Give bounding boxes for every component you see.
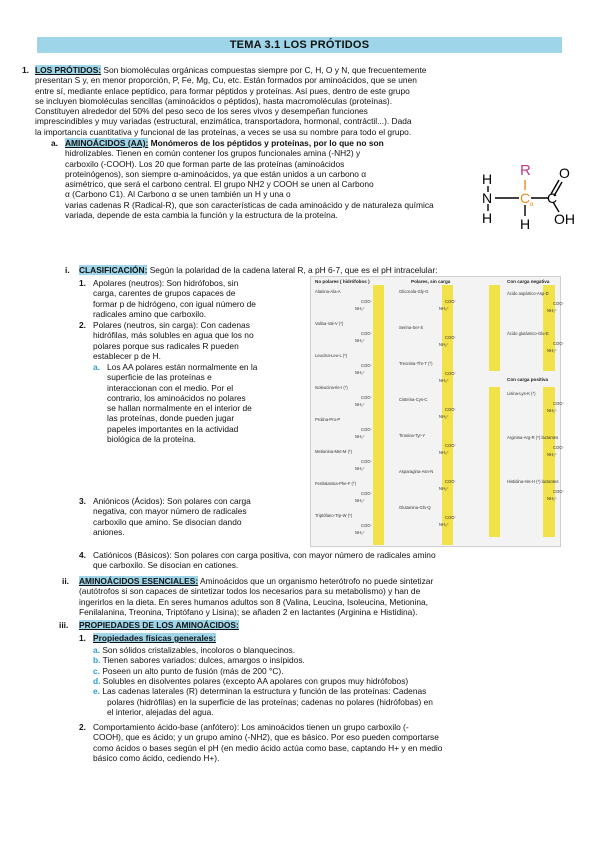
propiedades-heading	[79, 620, 561, 630]
aa-amine-label: NH₃⁺	[547, 452, 557, 457]
aa-table-entry: Triptófano-Trp-W (*)	[315, 513, 353, 518]
acidobase-paragraph: Comportamiento ácido-base (anfótero): Los aminoácidos tienen un grupo carboxilo (- COOH), que es ácido; y un grupo amino (-NH2), que es básico. Por eso pueden comportarse como ácidos o bases según el pH (en medio ácido actúa como base, captando H+ y en medio básico como ácido, cediendo H+).	[93, 722, 443, 763]
mol-c2: C	[547, 190, 558, 206]
esenciales-paragraph: AMINOÁCIDOS ESENCIALES: Aminoácidos que un organismo heterótrofo no puede sintetizar (autótrofos si son capaces de sintetizar todos los necesarios para su metabolismo) y han de ingerirlos en la dieta. En seres humanos adultos son 8 (Valina, Leucina, Isoleucina, Metionina, Fenilalanina, Treonina, Triptófano y Lisina); se añaden 2 en lactantes (Arginina e Histidina).	[79, 576, 434, 617]
mol-oh: OH	[554, 211, 575, 227]
mol-n: N	[482, 190, 493, 206]
aa-table-entry: Metionina-Met-M (*)	[315, 449, 352, 454]
mol-h3: H	[520, 216, 531, 232]
aa-table-entry: Fenilalanina-Phe-F (*)	[315, 481, 356, 486]
aa-amine-label: NH₃⁺	[439, 414, 449, 419]
aa-amine-label: NH₃⁺	[439, 450, 449, 455]
aa-amine-label: NH₃⁺	[355, 498, 365, 503]
aa-table-entry: Valina-Val-V (*)	[315, 321, 344, 326]
aa-carboxyl-label: COO⁻	[553, 341, 565, 346]
mol-o: O	[559, 165, 570, 181]
cationicos-marker: 4.	[79, 550, 86, 560]
clasif-marker: i.	[65, 265, 70, 275]
aa-carboxyl-label: COO⁻	[553, 489, 565, 494]
aa-table-entry: Serina-Ser-S	[399, 325, 424, 330]
clasif-paragraph: CLASIFICACIÓN: Según la polaridad de la cadena lateral R, a pH 6-7, que es el pH intracelular:	[79, 265, 438, 275]
aa-table-entry: Lisina-Lys-K (*)	[507, 391, 536, 396]
aa-carboxyl-label: COO⁻	[553, 401, 565, 406]
aa-table-entry: Ácido aspártico-Asp-D	[507, 291, 549, 296]
fisicas-e-cont: polares (hidrófilas) en la superficie de las proteínas; cadenas no polares (hidrófobas) en el interior, alejadas del agua.	[107, 697, 433, 718]
mol-h1: H	[482, 171, 493, 187]
acidobase-marker: 2.	[79, 722, 86, 732]
fisicas-item: e. Las cadenas laterales (R) determinan la estructura y función de las proteínas: Cadenas	[93, 686, 427, 697]
aa-carboxyl-label: COO⁻	[361, 491, 373, 496]
fisicas-item: d. Solubles en disolventes polares (excepto AA apolares con grupos muy hidrófobos)	[93, 675, 409, 686]
aa-carboxyl-label: COO⁻	[361, 459, 373, 464]
anionicos-marker: 3.	[79, 496, 86, 506]
intro-label: LOS PRÓTIDOS:	[35, 65, 102, 75]
aa-amine-label: NH₃⁺	[547, 496, 557, 501]
aa-amine-label: NH₃⁺	[355, 370, 365, 375]
fisicas-list	[93, 633, 561, 643]
propiedades-marker: iii.	[59, 620, 69, 630]
intro-line: entre sí, mediante enlace peptídico, para formar péptidos y proteínas. Así pues, dentro de este grupo	[35, 85, 410, 96]
intro-line: la importancia cuantitativa y funcional de las proteínas, a veces se usa su nombre para todo el grupo.	[35, 126, 412, 137]
aa-amine-label: NH₃⁺	[439, 522, 449, 527]
fisicas-marker: 1.	[79, 633, 86, 643]
aa-line: hidrolizables. Tienen en común contener los grupos funcionales amina (-NH2) y	[65, 148, 361, 159]
aa-table-entry: Histidina-His-H (*) lactantes	[507, 479, 559, 484]
aa-carboxyl-label: COO⁻	[445, 479, 457, 484]
aa-table-entry: Arginina-Arg-R (*) lactantes	[507, 435, 559, 440]
aa-carboxyl-label: COO⁻	[445, 443, 457, 448]
aa-carboxyl-label: COO⁻	[361, 363, 373, 368]
mol-c-alpha: C	[520, 190, 531, 206]
aa-col-header: Con carga positiva	[507, 377, 549, 382]
aa-line: variada, depende de esta cambia la función y la estructura de la proteína.	[65, 210, 338, 221]
intro-line: presentan S y, en menor proporción, P, Fe, Mg, Cu, etc. Están formados por aminoácidos, que se unen	[35, 75, 417, 86]
apolares-marker: 1.	[79, 278, 86, 288]
anionicos-paragraph: Aniónicos (Ácidos): Son polares con carga negativa, con mayor número de radicales carboxilo que amino. Se disocian dando aniones.	[93, 496, 251, 537]
esenciales-marker: ii.	[62, 576, 69, 586]
aa-line: α (Carbono C1). Al Carbono α se unen también un H y una o	[65, 189, 291, 200]
aa-carboxyl-label: COO⁻	[361, 395, 373, 400]
propiedades-label: PROPIEDADES DE LOS AMINOÁCIDOS:	[79, 620, 239, 630]
aa-line: carboxilo (-COOH). Los 20 que forman parte de las proteínas (aminoácidos	[65, 158, 345, 169]
aa-table-entry: Isoleucina-Ile-I (*)	[315, 385, 348, 390]
aa-amine-label: NH₃⁺	[439, 486, 449, 491]
clasif-label: CLASIFICACIÓN:	[79, 265, 148, 275]
aa-carboxyl-label: COO⁻	[445, 335, 457, 340]
aa-table-entry: Leucina-Leu-L (*)	[315, 353, 348, 358]
aa-amine-label: NH₃⁺	[547, 408, 557, 413]
aa-line: asimétrico, que será el carbono central. El grupo NH2 y COOH se unen al Carbono	[65, 179, 374, 190]
aa-amine-label: NH₃⁺	[355, 434, 365, 439]
aa-amine-label: NH₃⁺	[439, 342, 449, 347]
intro-line: LOS PRÓTIDOS: Son biomoléculas orgánicas compuestas siempre por C, H, O y N, que frecuentemente	[35, 65, 427, 75]
aa-amine-label: NH₃⁺	[439, 306, 449, 311]
aa-carboxyl-label: COO⁻	[553, 301, 565, 306]
aa-amine-label: NH₃⁺	[547, 308, 557, 313]
aa-carboxyl-label: COO⁻	[445, 407, 457, 412]
aa-carboxyl-label: COO⁻	[361, 299, 373, 304]
aa-table-entry: Ácido glutámico-Glu-E	[507, 331, 549, 336]
polares-marker: 2.	[79, 320, 86, 330]
aa-carboxyl-label: COO⁻	[361, 523, 373, 528]
aa-amine-label: NH₃⁺	[547, 348, 557, 353]
aa-amine-label: NH₃⁺	[355, 466, 365, 471]
aa-col-header: Polares, sin carga	[411, 279, 451, 284]
aa-line: AMINOÁCIDOS (AA): Monómeros de los péptidos y proteínas, por lo que no son	[65, 138, 384, 148]
aa-line: proteinógenos), son siempre α-aminoácidos, ya que están unidos a un carbono α	[65, 168, 367, 179]
fisicas-item: c. Poseen un alto punto de fusión (más de 200 °C).	[93, 665, 284, 676]
aa-carboxyl-label: COO⁻	[445, 515, 457, 520]
aa-carboxyl-label: COO⁻	[445, 299, 457, 304]
polares-a-marker: a.	[93, 362, 100, 372]
mol-alpha: α	[530, 202, 534, 208]
intro-marker: 1.	[22, 65, 29, 75]
intro-line: imprescindibles y muy variadas (estructural, enzimática, transportadora, hormonal, contráctil...). Dada	[35, 116, 412, 127]
esenciales-label: AMINOÁCIDOS ESENCIALES:	[79, 576, 199, 586]
amino-acid-structure	[479, 160, 575, 236]
intro-line: Constituyen alrededor del 50% del peso seco de los seres vivos y desempeñan funciones	[35, 106, 368, 117]
aa-marker: a.	[51, 138, 58, 148]
apolares-paragraph: Apolares (neutros): Son hidrófobos, sin carga, carentes de grupos capaces de formar p de hidrógeno, con igual número de radicales amino que carboxilo.	[93, 278, 256, 319]
mol-r: R	[520, 162, 531, 179]
polares-a-paragraph: Los AA polares están normalmente en la superficie de las proteínas e interaccionan con el medio. Por el contrario, los aminoácidos no polares se hallan normalmente en el interior de las proteínas, donde pueden jugar papeles importantes en la actividad biológica de la proteína.	[107, 362, 258, 445]
aa-table-entry: Glutamina-Gln-Q	[399, 505, 431, 510]
aa-col-header: No polares ( hidrófobos )	[315, 279, 370, 284]
fisicas-item: b. Tienen sabores variados: dulces, amargos o insípidos.	[93, 655, 305, 666]
aa-carboxyl-label: COO⁻	[361, 331, 373, 336]
fisicas-items	[93, 645, 561, 696]
aa-amine-label: NH₃⁺	[355, 338, 365, 343]
aa-table-entry: Prolina-Pro-P	[315, 417, 341, 422]
aa-table-entry: Alanina-Ala-A	[315, 289, 341, 294]
aa-table-entry: Asparagina-Asn-N	[399, 469, 434, 474]
aa-table-entry: Cisteína-Cys-C	[399, 397, 428, 402]
aa-col-header: Con carga negativa	[507, 279, 550, 284]
aa-carboxyl-label: COO⁻	[361, 427, 373, 432]
intro-line: se incluyen biomoléculas sencillas (aminoácidos o péptidos), hasta macromoléculas (proteínas).	[35, 95, 393, 106]
intro-paragraph	[35, 65, 561, 137]
mol-h2: H	[482, 210, 493, 226]
aa-amine-label: NH₃⁺	[355, 402, 365, 407]
aa-carboxyl-label: COO⁻	[553, 445, 565, 450]
aa-amine-label: NH₃⁺	[439, 378, 449, 383]
cationicos-paragraph: Catiónicos (Básicos): Son polares con carga positiva, con mayor número de radicales amino que carboxilo. Se disocian en cationes.	[93, 550, 436, 571]
aa-carboxyl-label: COO⁻	[445, 371, 457, 376]
fisicas-label: Propiedades físicas generales:	[93, 633, 216, 643]
aa-amine-label: NH₃⁺	[355, 306, 365, 311]
page-title: TEMA 3.1 LOS PRÓTIDOS	[37, 37, 562, 53]
polares-paragraph: Polares (neutros, sin carga): Con cadenas hidrófilas, más solubles en agua que los no polares porque sus radicales R pueden establecer p de H.	[93, 320, 254, 361]
aa-line: varias cadenas R (Radical-R), que son características de cada aminoácido y de naturaleza química	[65, 200, 434, 210]
aa-table-entry: Glicocola-Gly-G	[399, 289, 429, 294]
amino-acid-table	[310, 276, 565, 547]
fisicas-item: a. Son sólidos cristalizables, incoloros o blanquecinos.	[93, 645, 296, 655]
aa-table-entry: Treonina-Thr-T (*)	[399, 361, 433, 366]
aa-paragraph	[65, 138, 473, 200]
aa-table-entry: Tirosina-Tyr-Y	[399, 433, 426, 438]
aa-amine-label: NH₃⁺	[355, 530, 365, 535]
aa-label: AMINOÁCIDOS (AA):	[65, 138, 149, 148]
